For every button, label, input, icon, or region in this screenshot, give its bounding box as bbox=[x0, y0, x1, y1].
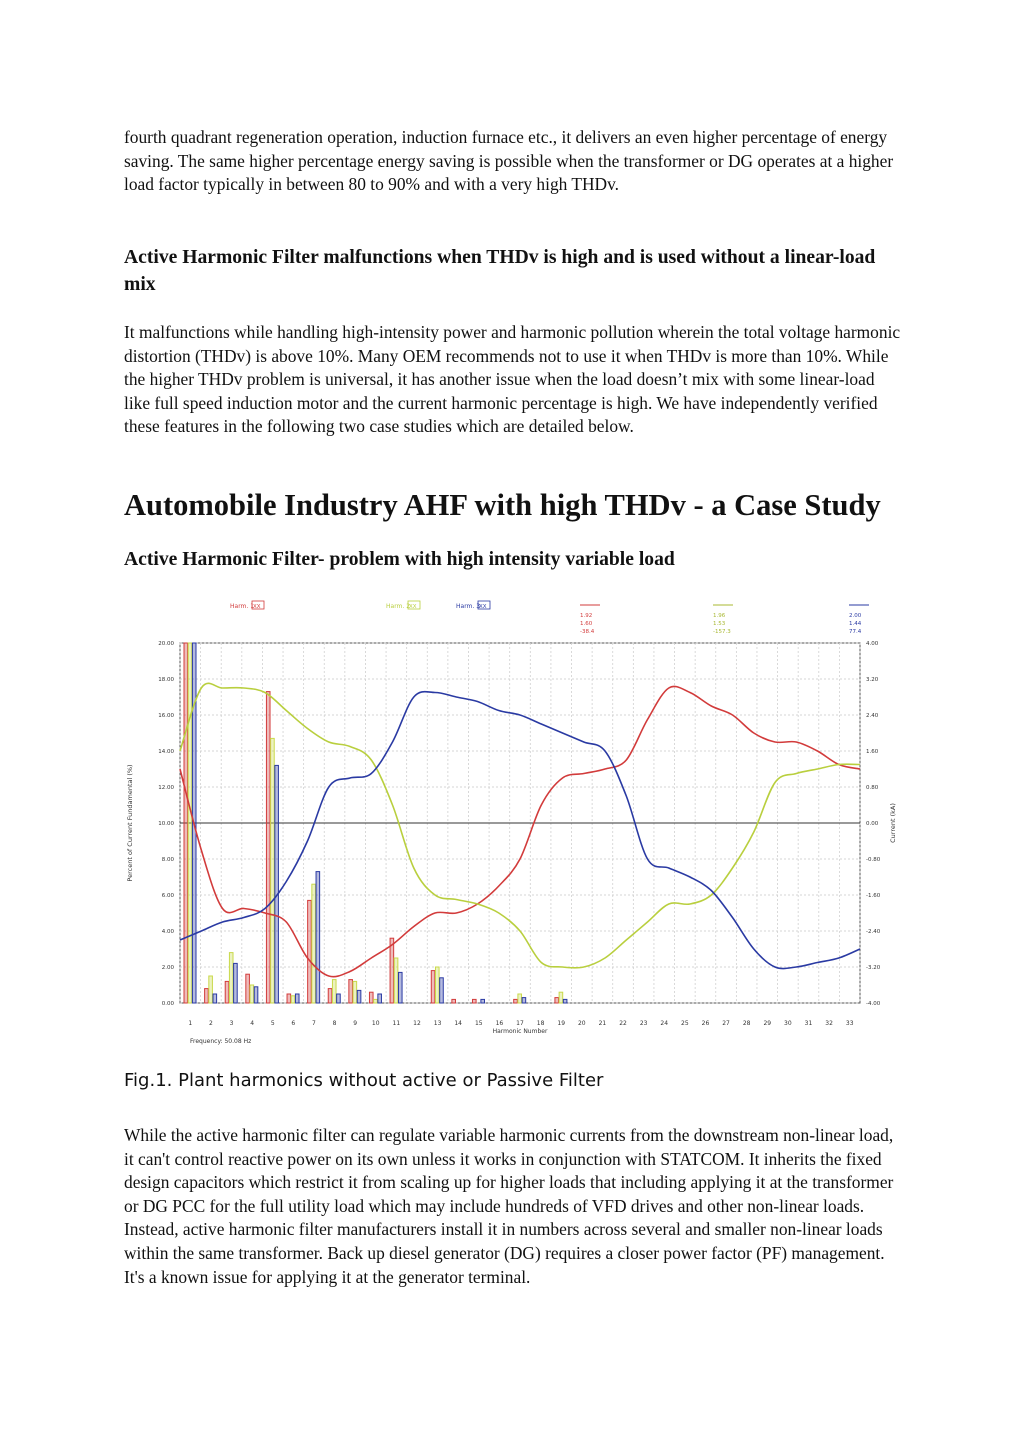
x-tick-label: 26 bbox=[701, 1020, 710, 1027]
x-tick-label: 1 bbox=[188, 1020, 193, 1027]
bar-2-h13 bbox=[435, 967, 439, 1003]
bar-1-h15 bbox=[472, 999, 476, 1003]
bar-3-h8 bbox=[337, 994, 341, 1003]
bar-2-h9 bbox=[353, 981, 357, 1003]
readout-value: 77.4 bbox=[849, 629, 862, 635]
harmonics-chart bbox=[120, 598, 897, 1053]
x-tick-label: 7 bbox=[312, 1020, 316, 1027]
intro-paragraph: fourth quadrant regeneration operation, induction furnace etc., it delivers an even higher percentage of energy saving. The same higher percentage energy saving is possible when the transformer or DG operates at a higher load factor typically in between 80 to 90% and with a very high THDv. bbox=[124, 127, 894, 195]
y2-tick-label: 1.60 bbox=[866, 749, 879, 755]
x-tick-label: 28 bbox=[742, 1020, 751, 1027]
x-tick-label: 30 bbox=[784, 1020, 792, 1027]
bar-2-h5 bbox=[271, 738, 275, 1003]
bar-1-h17 bbox=[514, 999, 518, 1003]
statcom-paragraph: While the active harmonic filter can regulate variable harmonic currents from the downstream non-linear load, it can't control reactive power on its own unless it works in conjunction with STATCOM. It inherits the fixed design capacitors which restrict it from scaling up for higher loads that including applying it at the transformer or DG PCC for the full utility load which may include hundreds of VFD drives and other non-linear loads. Instead, active harmonic filter manufacturers install it in numbers across several and smaller non-linear loads within the same transformer. Back up diesel generator (DG) requires a closer power factor (PF) management. It's a known issue for applying it at the generator terminal. bbox=[124, 1125, 894, 1287]
bar-3-h3 bbox=[234, 963, 238, 1003]
x-tick-label: 20 bbox=[577, 1020, 586, 1027]
bar-2-h2 bbox=[209, 976, 213, 1003]
x-tick-label: 19 bbox=[557, 1020, 566, 1027]
bar-2-h1 bbox=[188, 643, 192, 1003]
x-tick-label: 8 bbox=[332, 1020, 337, 1027]
x-tick-label: 33 bbox=[845, 1020, 854, 1027]
x-tick-label: 17 bbox=[516, 1020, 524, 1027]
bar-3-h6 bbox=[295, 994, 299, 1003]
readout-value: 2.00 bbox=[849, 613, 862, 619]
legend-label-1: Harm. 1 bbox=[230, 603, 255, 610]
y-tick-label: 4.00 bbox=[161, 929, 174, 935]
x-tick-label: 10 bbox=[371, 1020, 380, 1027]
bar-3-h4 bbox=[254, 987, 258, 1003]
bar-1-h13 bbox=[431, 971, 435, 1003]
bar-1-h1 bbox=[184, 643, 188, 1003]
x-tick-label: 24 bbox=[660, 1020, 669, 1027]
y2-axis-label: Current (kA) bbox=[889, 803, 897, 843]
y-tick-label: 2.00 bbox=[161, 965, 174, 971]
malfunction-paragraph: It malfunctions while handling high-intensity power and harmonic pollution wherein the total voltage harmonic distortion (THDv) is above 10%. Many OEM recommends not to use it when THDv is more than 10%. While the higher THDv problem is universal, it has another issue when the load doesn’t mix with some linear-load like full speed induction motor and the current harmonic percentage is high. We have independently verified these features in the following two case studies which are detailed below. bbox=[124, 322, 901, 437]
bar-3-h19 bbox=[563, 999, 567, 1003]
x-tick-label: 9 bbox=[353, 1020, 358, 1027]
bar-1-h10 bbox=[369, 992, 373, 1003]
legend-label-2: Harm. 2 bbox=[386, 603, 411, 610]
heading-variable-load: Active Harmonic Filter- problem with high intensity variable load bbox=[124, 549, 675, 570]
y2-tick-label: -1.60 bbox=[866, 893, 881, 899]
bar-3-h10 bbox=[378, 994, 382, 1003]
x-axis-label: Harmonic Number bbox=[492, 1028, 548, 1035]
bar-1-h14 bbox=[452, 999, 456, 1003]
bar-1-h4 bbox=[246, 974, 250, 1003]
y2-tick-label: -4.00 bbox=[866, 1001, 881, 1007]
bar-1-h6 bbox=[287, 994, 291, 1003]
x-tick-label: 25 bbox=[681, 1020, 689, 1027]
y-tick-label: 16.00 bbox=[158, 713, 174, 719]
bar-2-h17 bbox=[518, 994, 522, 1003]
bar-1-h3 bbox=[225, 981, 229, 1003]
y2-tick-label: -3.20 bbox=[866, 965, 881, 971]
bar-3-h17 bbox=[522, 998, 526, 1003]
legend-tag-2: XX bbox=[409, 604, 417, 610]
x-tick-label: 18 bbox=[536, 1020, 545, 1027]
bar-2-h8 bbox=[332, 980, 336, 1003]
bar-2-h6 bbox=[291, 996, 295, 1003]
y-tick-label: 8.00 bbox=[161, 857, 174, 863]
y-tick-label: 10.00 bbox=[158, 821, 174, 827]
y2-tick-label: -2.40 bbox=[866, 929, 881, 935]
heading-ahf-malfunction: Active Harmonic Filter malfunctions when THDv is high and is used without a linear-load mix bbox=[124, 247, 876, 295]
x-tick-label: 15 bbox=[474, 1020, 483, 1027]
bar-1-h11 bbox=[390, 938, 394, 1003]
readout-value: 1.60 bbox=[580, 621, 593, 627]
y-tick-label: 18.00 bbox=[158, 677, 174, 683]
x-tick-label: 2 bbox=[208, 1020, 213, 1027]
x-tick-label: 14 bbox=[454, 1020, 463, 1027]
y-axis-label: Percent of Current Fundamental (%) bbox=[126, 764, 134, 882]
legend-tag-3: XX bbox=[479, 604, 487, 610]
x-tick-label: 22 bbox=[619, 1020, 627, 1027]
y2-tick-label: 3.20 bbox=[866, 677, 879, 683]
chart-readouts bbox=[580, 605, 869, 635]
readout-value: 1.53 bbox=[713, 621, 726, 627]
y2-tick-label: 4.00 bbox=[866, 641, 879, 647]
bar-1-h2 bbox=[205, 989, 209, 1003]
bar-2-h7 bbox=[312, 884, 316, 1003]
bar-3-h2 bbox=[213, 994, 217, 1003]
y2-tick-label: 2.40 bbox=[866, 713, 879, 719]
bar-1-h9 bbox=[349, 980, 353, 1003]
x-tick-label: 12 bbox=[413, 1020, 421, 1027]
bar-3-h7 bbox=[316, 872, 320, 1003]
x-tick-label: 4 bbox=[250, 1020, 255, 1027]
readout-value: 1.96 bbox=[713, 613, 726, 619]
heading-case-study: Automobile Industry AHF with high THDv - a Case Study bbox=[124, 488, 881, 522]
y-tick-label: 6.00 bbox=[161, 893, 174, 899]
y2-tick-label: -0.80 bbox=[866, 857, 881, 863]
x-tick-label: 32 bbox=[825, 1020, 833, 1027]
bar-1-h7 bbox=[308, 900, 312, 1003]
readout-value: 1.92 bbox=[580, 613, 593, 619]
x-tick-label: 31 bbox=[804, 1020, 813, 1027]
y-tick-label: 20.00 bbox=[158, 641, 174, 647]
bar-3-h5 bbox=[275, 765, 279, 1003]
bar-2-h19 bbox=[559, 992, 563, 1003]
x-tick-label: 29 bbox=[763, 1020, 772, 1027]
chart-legend bbox=[230, 601, 490, 610]
bar-1-h8 bbox=[328, 989, 332, 1003]
y2-tick-label: 0.00 bbox=[866, 821, 879, 827]
x-tick-label: 11 bbox=[392, 1020, 401, 1027]
bar-2-h3 bbox=[229, 953, 233, 1003]
y-tick-label: 0.00 bbox=[161, 1001, 174, 1007]
bar-3-h15 bbox=[481, 999, 485, 1003]
x-tick-label: 5 bbox=[270, 1020, 275, 1027]
legend-tag-1: XX bbox=[253, 604, 261, 610]
x-tick-label: 21 bbox=[598, 1020, 607, 1027]
legend-label-3: Harm. 3 bbox=[456, 603, 481, 610]
bar-1-h19 bbox=[555, 998, 559, 1003]
bar-3-h11 bbox=[398, 972, 402, 1003]
bar-1-h5 bbox=[266, 692, 270, 1003]
x-tick-label: 16 bbox=[495, 1020, 504, 1027]
y-tick-label: 14.00 bbox=[158, 749, 174, 755]
bar-3-h9 bbox=[357, 990, 361, 1003]
x-tick-label: 23 bbox=[639, 1020, 648, 1027]
x-tick-label: 3 bbox=[229, 1020, 234, 1027]
frequency-readout: Frequency: 50.08 Hz bbox=[190, 1038, 252, 1045]
readout-value: -38.4 bbox=[580, 629, 595, 635]
x-tick-label: 6 bbox=[291, 1020, 296, 1027]
figure-caption: Fig.1. Plant harmonics without active or Passive Filter bbox=[124, 1070, 604, 1091]
bar-3-h13 bbox=[440, 978, 444, 1003]
x-tick-label: 13 bbox=[433, 1020, 442, 1027]
bar-2-h10 bbox=[374, 999, 378, 1003]
x-tick-label: 27 bbox=[722, 1020, 730, 1027]
y-tick-label: 12.00 bbox=[158, 785, 174, 791]
readout-value: 1.44 bbox=[849, 621, 862, 627]
bar-2-h4 bbox=[250, 985, 254, 1003]
readout-value: -157.3 bbox=[713, 629, 731, 635]
bar-2-h11 bbox=[394, 958, 398, 1003]
y2-tick-label: 0.80 bbox=[866, 785, 879, 791]
